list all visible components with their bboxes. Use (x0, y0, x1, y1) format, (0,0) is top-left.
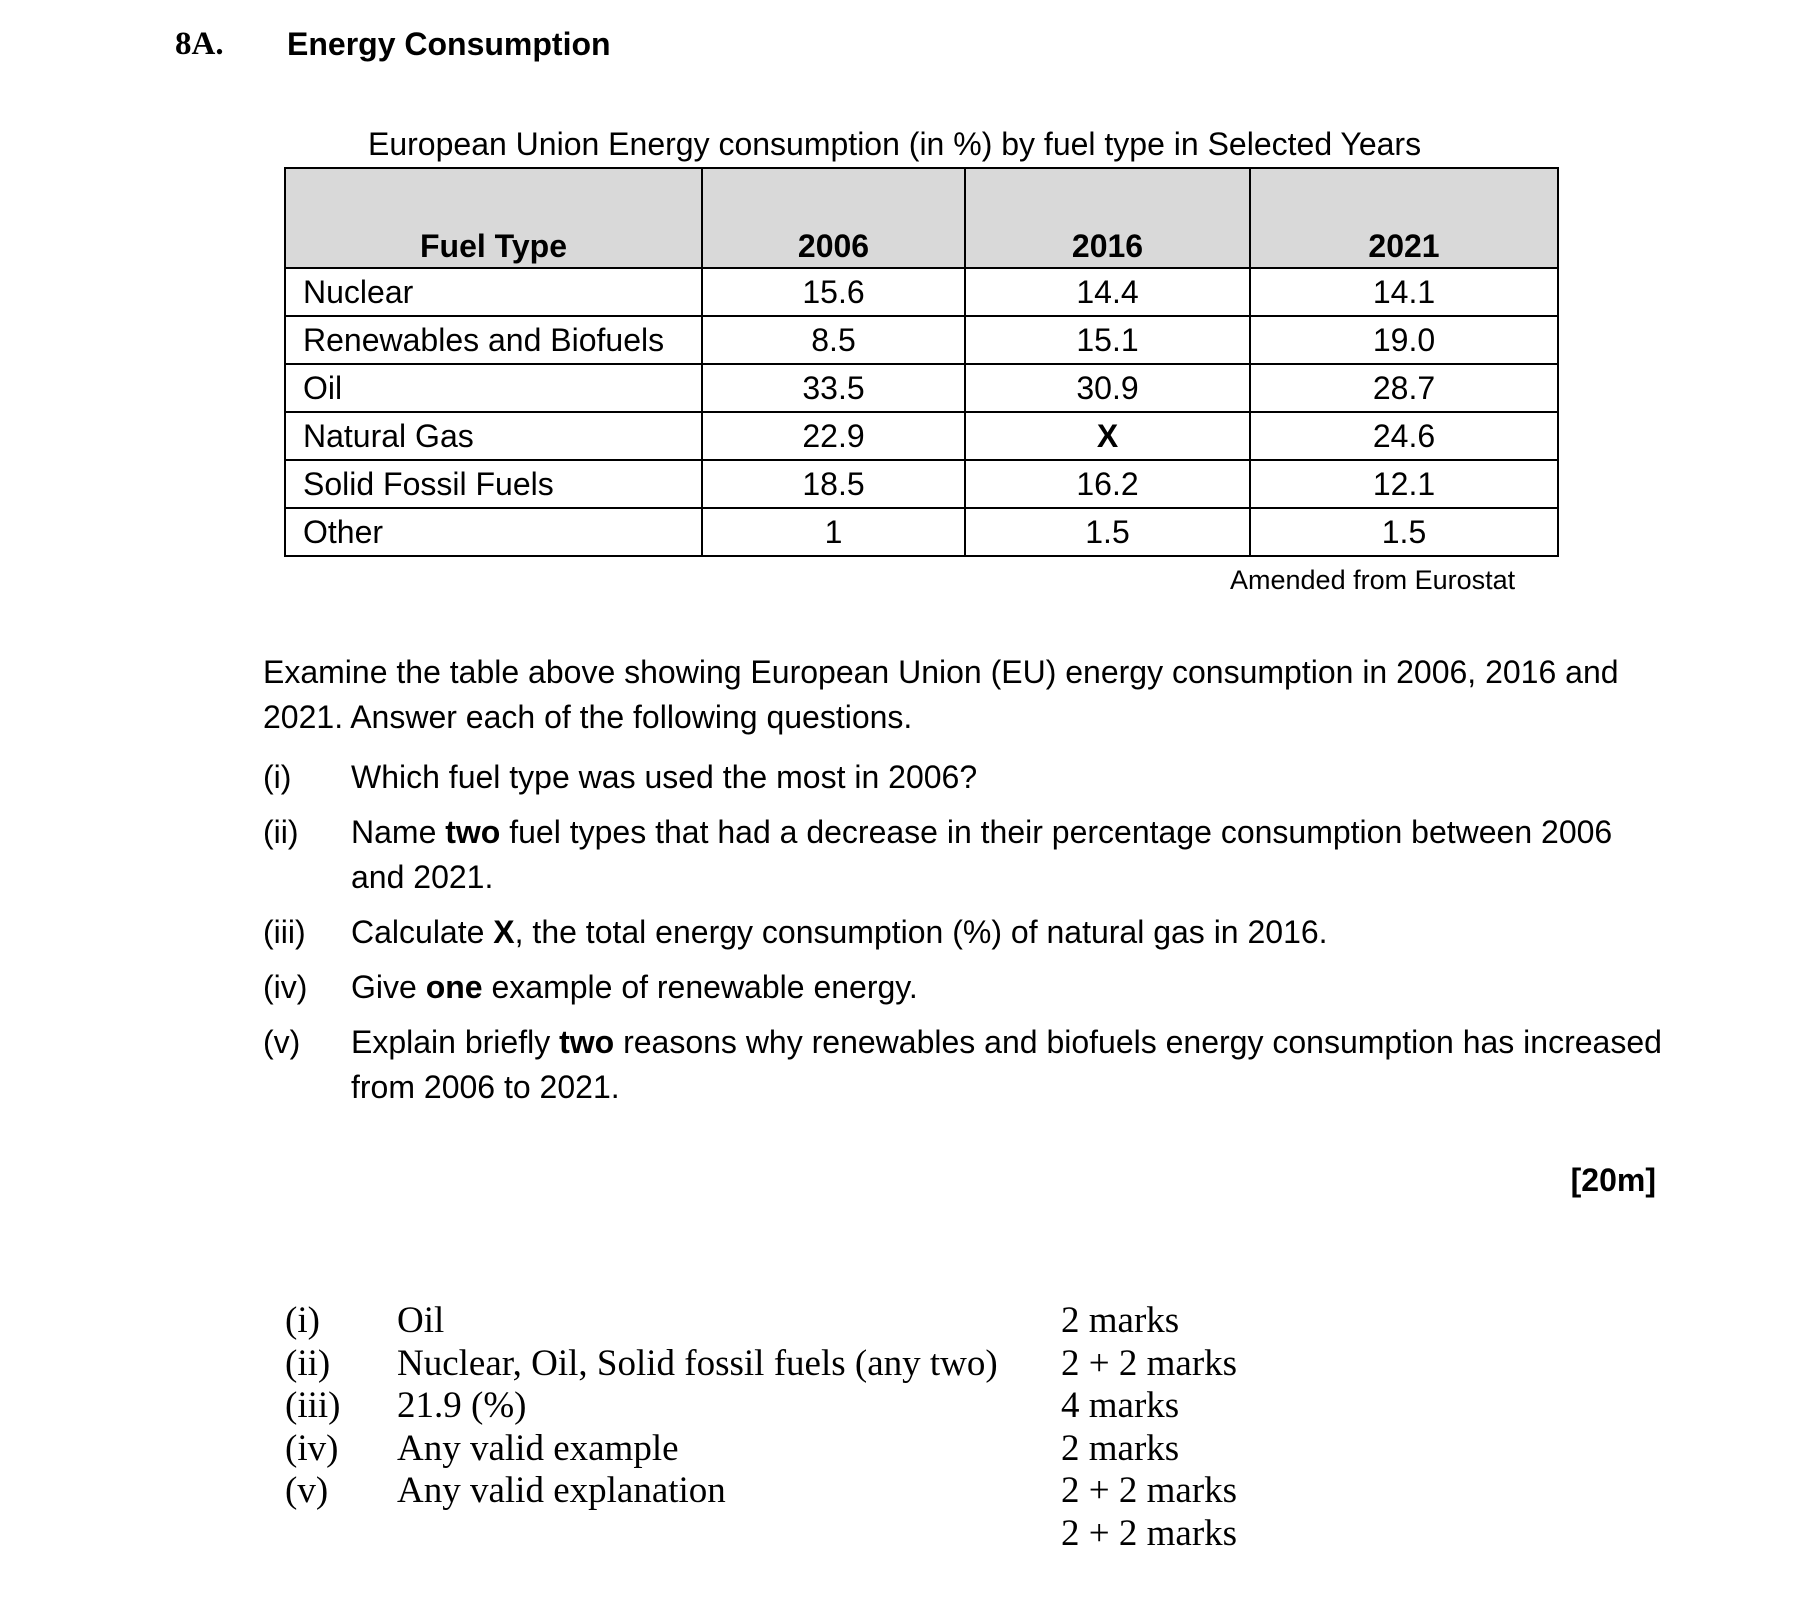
question-label: (iv) (263, 969, 308, 1005)
answer-label: (ii) (285, 1342, 331, 1384)
table-source: Amended from Eurostat (1230, 565, 1516, 595)
fuel-cell: Nuclear (285, 268, 702, 316)
column-header-2021: 2021 (1250, 168, 1558, 268)
fuel-cell: Natural Gas (285, 412, 702, 460)
answer-row (285, 1385, 1361, 1428)
fuel-cell: Renewables and Biofuels (285, 316, 702, 364)
question-text: Name two fuel types that had a decrease in their percentage consumption between 2006 and 2021. (351, 814, 1613, 895)
question-text: Which fuel type was used the most in 2006? (351, 759, 978, 795)
question-label: (ii) (263, 814, 299, 850)
question-item (263, 755, 1663, 800)
value-cell: 8.5 (702, 316, 965, 364)
question-label: (iii) (263, 914, 306, 950)
answer-text (397, 1513, 1061, 1556)
value-cell: 1 (702, 508, 965, 556)
value-cell: 22.9 (702, 412, 965, 460)
table-header-row (285, 168, 1558, 268)
question-title: Energy Consumption (287, 26, 611, 62)
column-header-2016: 2016 (965, 168, 1250, 268)
answer-text: 21.9 (%) (397, 1385, 527, 1426)
question-text: Give one example of renewable energy. (351, 969, 918, 1005)
answer-marks: 2 + 2 marks (1061, 1470, 1238, 1511)
question-label: (v) (263, 1024, 301, 1060)
value-cell: 19.0 (1250, 316, 1558, 364)
question-item (263, 965, 1663, 1010)
value-cell: 1.5 (965, 508, 1250, 556)
energy-table (284, 167, 1559, 557)
question-item (263, 810, 1663, 900)
answer-row (285, 1513, 1361, 1556)
table-row (285, 412, 1558, 460)
answer-row (285, 1428, 1361, 1471)
answer-marks: 2 + 2 marks (1061, 1342, 1238, 1384)
unknown-value-cell: X (965, 412, 1250, 460)
question-item (263, 910, 1663, 955)
answer-marks: 2 + 2 marks (1061, 1512, 1238, 1554)
table-row (285, 316, 1558, 364)
value-cell: 1.5 (1250, 508, 1558, 556)
answer-label: (iii) (285, 1385, 341, 1426)
value-cell: 18.5 (702, 460, 965, 508)
value-cell: 30.9 (965, 364, 1250, 412)
answer-text: Any valid explanation (397, 1470, 726, 1511)
question-list (263, 755, 1663, 1120)
value-cell: 14.1 (1250, 268, 1558, 316)
answer-row (285, 1470, 1361, 1513)
question-text: Calculate X, the total energy consumption (%) of natural gas in 2016. (351, 914, 1328, 950)
answer-label: (i) (285, 1300, 320, 1341)
answer-marks: 2 marks (1061, 1300, 1180, 1341)
answer-text: Oil (397, 1300, 445, 1341)
value-cell: 15.6 (702, 268, 965, 316)
table-row (285, 268, 1558, 316)
table-caption: European Union Energy consumption (in %) by fuel type in Selected Years (368, 126, 1422, 162)
answer-row (285, 1300, 1361, 1343)
answer-label (285, 1513, 397, 1556)
answer-text: Nuclear, Oil, Solid fossil fuels (any two) (397, 1342, 998, 1384)
fuel-cell: Oil (285, 364, 702, 412)
column-header-fuel-type: Fuel Type (285, 168, 702, 268)
answer-marks: 4 marks (1061, 1385, 1180, 1426)
answer-label: (iv) (285, 1427, 339, 1469)
value-cell: 33.5 (702, 364, 965, 412)
value-cell: 28.7 (1250, 364, 1558, 412)
question-text: Explain briefly two reasons why renewables and biofuels energy consumption has increased from 2006 to 2021. (351, 1024, 1662, 1105)
table-row (285, 460, 1558, 508)
table-row (285, 508, 1558, 556)
value-cell: 15.1 (965, 316, 1250, 364)
value-cell: 12.1 (1250, 460, 1558, 508)
value-cell: 14.4 (965, 268, 1250, 316)
answer-text: Any valid example (397, 1427, 679, 1469)
answer-label: (v) (285, 1470, 329, 1511)
total-marks: [20m] (1570, 1162, 1656, 1198)
question-number: 8A. (175, 26, 224, 62)
answer-row (285, 1343, 1361, 1386)
value-cell: 24.6 (1250, 412, 1558, 460)
table-row (285, 364, 1558, 412)
fuel-cell: Other (285, 508, 702, 556)
question-intro: Examine the table above showing European Union (EU) energy consumption in 2006, 2016 and 2021. Answer each of the following questions. (263, 654, 1619, 735)
column-header-2006: 2006 (702, 168, 965, 268)
fuel-cell: Solid Fossil Fuels (285, 460, 702, 508)
question-item (263, 1020, 1663, 1110)
question-label: (i) (263, 759, 292, 795)
value-cell: 16.2 (965, 460, 1250, 508)
answer-marks: 2 marks (1061, 1427, 1180, 1469)
marking-scheme (285, 1300, 1361, 1555)
